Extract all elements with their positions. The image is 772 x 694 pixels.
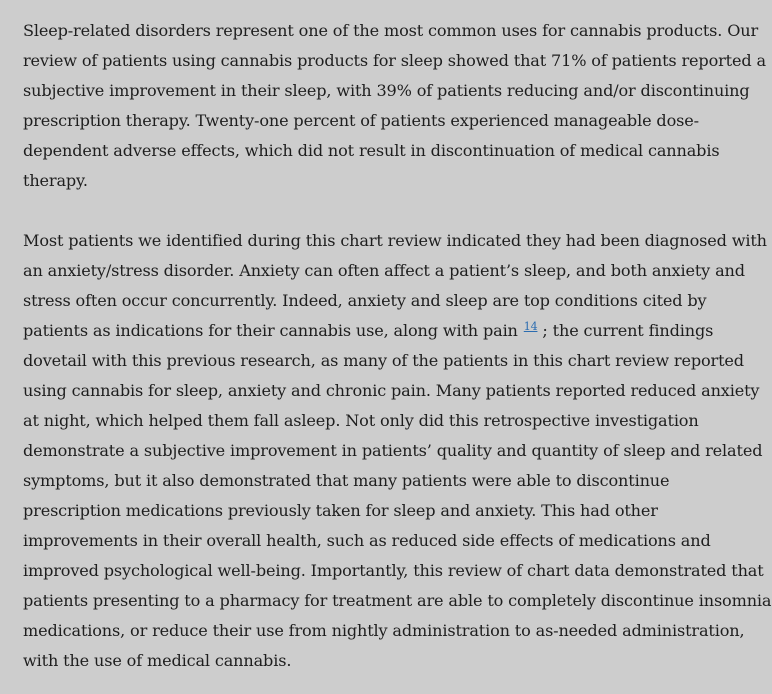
text-line: demonstrate a subjective improvement in patients’ quality and quantity of sleep and related: [23, 441, 763, 460]
text-line: subjective improvement in their sleep, with 39% of patients reducing and/or discontinuing: [23, 81, 750, 100]
text-line: with the use of medical cannabis.: [23, 651, 292, 670]
text-line: symptoms, but it also demonstrated that many patients were able to discontinue: [23, 471, 670, 490]
text-line: dovetail with this previous research, as many of the patients in this chart review reported: [23, 351, 744, 370]
text-line: improvements in their overall health, such as reduced side effects of medications and: [23, 531, 711, 550]
reference-link-14[interactable]: 14: [523, 320, 538, 333]
text-segment: patients as indications for their cannabis use, along with pain: [23, 321, 523, 340]
paragraph-anxiety-discussion: [23, 226, 772, 676]
text-line: review of patients using cannabis products for sleep showed that 71% of patients reported a: [23, 51, 766, 70]
text-line: stress often occur concurrently. Indeed, anxiety and sleep are top conditions cited by: [23, 291, 707, 310]
text-line: improved psychological well-being. Importantly, this review of chart data demonstrated that: [23, 561, 764, 580]
text-line: prescription therapy. Twenty-one percent of patients experienced manageable dose-: [23, 111, 699, 130]
text-line: Most patients we identified during this chart review indicated they had been diagnosed with: [23, 231, 767, 250]
text-segment: ; the current findings: [537, 321, 714, 340]
text-line: using cannabis for sleep, anxiety and chronic pain. Many patients reported reduced anxiety: [23, 381, 760, 400]
text-line: Sleep-related disorders represent one of the most common uses for cannabis products. Our: [23, 21, 759, 40]
text-line: dependent adverse effects, which did not result in discontinuation of medical cannabis: [23, 141, 720, 160]
text-line: medications, or reduce their use from nightly administration to as-needed administration,: [23, 621, 745, 640]
paragraph-sleep-outcomes: [23, 16, 766, 196]
text-line-with-reference: [23, 316, 758, 346]
text-line: prescription medications previously taken for sleep and anxiety. This had other: [23, 501, 658, 520]
text-line: therapy.: [23, 171, 88, 190]
text-line: an anxiety/stress disorder. Anxiety can often affect a patient’s sleep, and both anxiety and: [23, 261, 745, 280]
text-line: at night, which helped them fall asleep. Not only did this retrospective investigation: [23, 411, 699, 430]
text-line: patients presenting to a pharmacy for treatment are able to completely discontinue insomnia: [23, 591, 772, 610]
